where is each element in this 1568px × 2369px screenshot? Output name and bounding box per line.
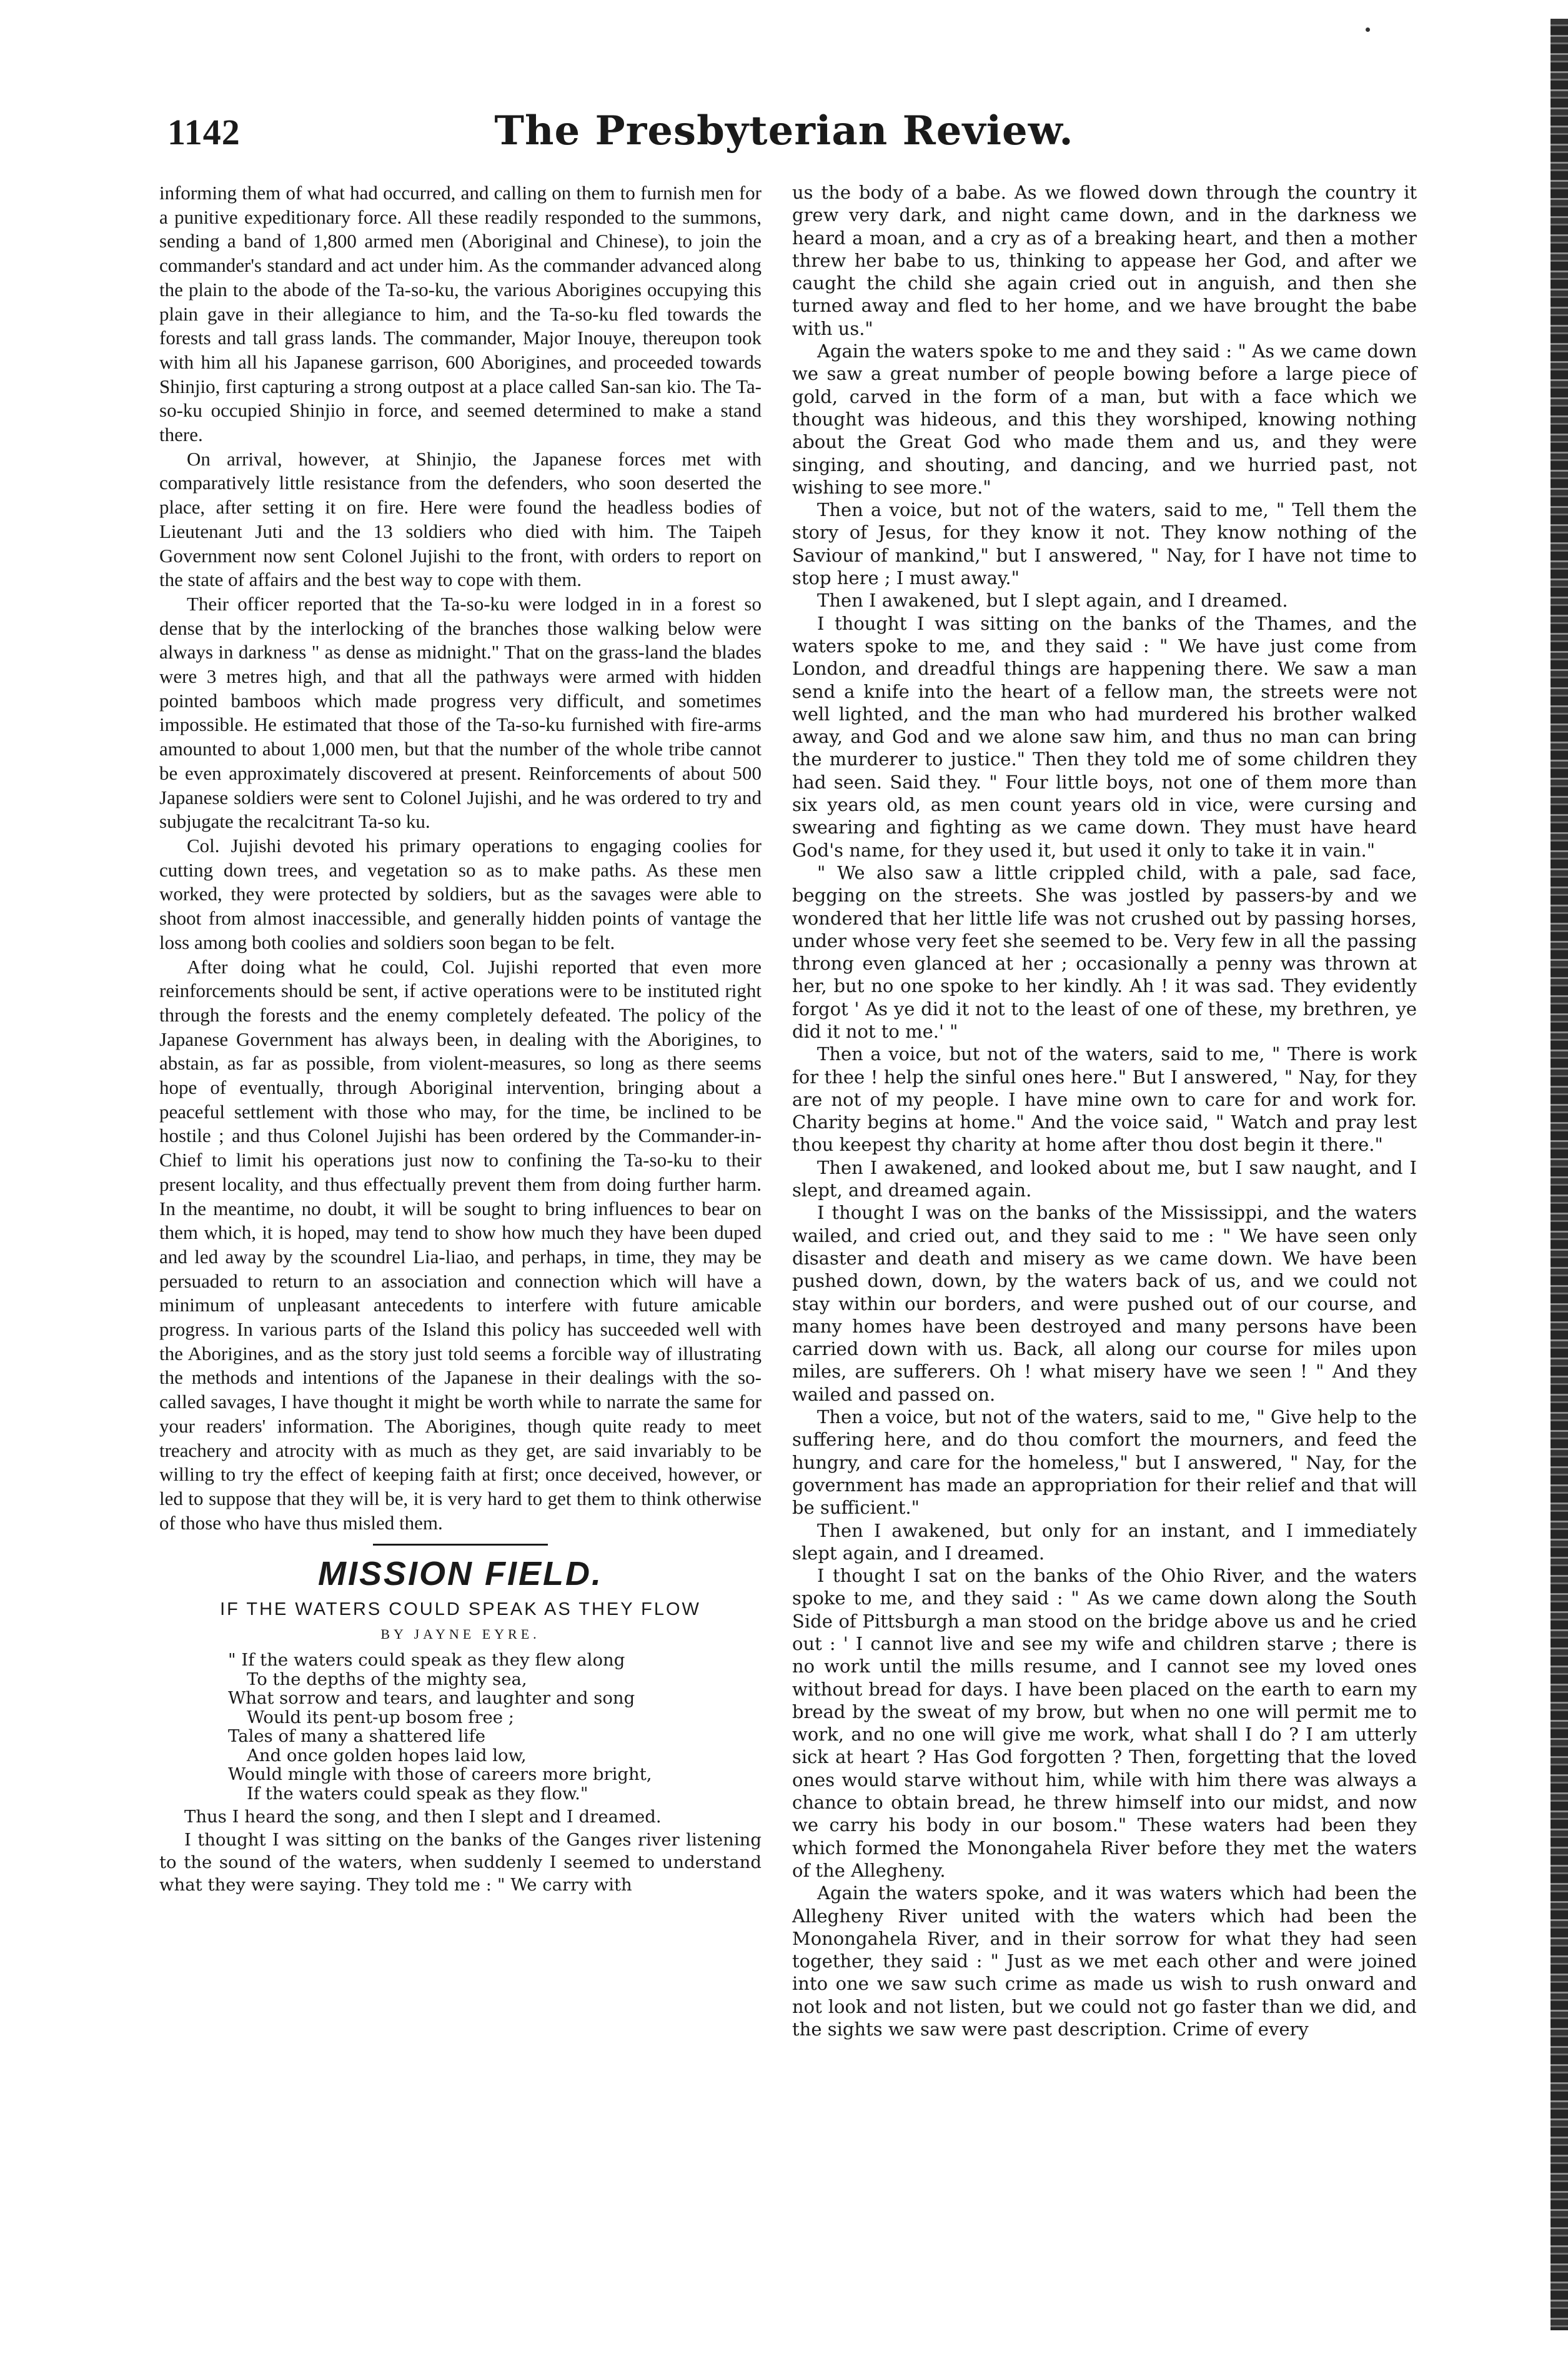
right-paragraph-12: I thought I sat on the banks of the Ohio River, and the waters spoke to me, and they said : " As we came down along the South Side of Pittsburgh a man stood on the bridge above us and he cried out : ' I cannot live and see my wife and children starve ; there is no work until the mills resume, and I cannot see my loved ones without bread for days. I have been placed on the earth to earn my bread by the sweat of my brow, but when no one will permit me to work, and no one will give me work, what shall I do ? I am utterly sick at heart ? Has God forgotten ? Then, forgetting that the loved ones would starve without him, while with him there was always a chance to obtain bread, he threw himself into our midst, and now we carry his body in our bosom." These waters had been they which formed the Monongahela River before they met the waters of the Allegheny. bbox=[792, 1565, 1417, 1881]
poem-line: Tales of many a shattered life bbox=[228, 1726, 486, 1747]
page-number: 1142 bbox=[167, 112, 241, 152]
right-paragraph-8: Then I awakened, and looked about me, but I saw naught, and I slept, and dreamed again. bbox=[792, 1156, 1417, 1201]
poem-line: To the depths of the mighty sea, bbox=[247, 1669, 527, 1689]
right-paragraph-9: I thought I was on the banks of the Mississippi, and the waters wailed, and cried out, and they said to me : " We have seen only disaster and death and misery as we came down. We have been pushed down, down, by the waters back of us, and we could not stay within our borders, and were pushed out of our course, and many homes have been destroyed and many persons have been carried down with us. Back, all along our course for miles upon miles, are sufferers. Oh ! what misery have we seen ! " And they wailed and passed on. bbox=[792, 1202, 1417, 1405]
right-paragraph-1: us the body of a babe. As we flowed down through the country it grew very dark, and night came down, and in the darkness we heard a moan, and a cry as of a breaking heart, and then a mother threw her babe to us, thinking to appease her God, and after we caught the child she again cried out in anguish, and then she turned away and fled to her home, and we have brought the babe with us." bbox=[792, 182, 1417, 339]
article-paragraph: Thus I heard the song, and then I slept and I dreamed. bbox=[184, 1807, 662, 1827]
right-paragraph-7: Then a voice, but not of the waters, said to me, " There is work for thee ! help the sinful ones here." But I answered, " Nay, for they are not of my people. I have mine own to care for and work for. Charity begins at home." And the voice said, " Watch and pray lest thou keepest thy charity at home after thou dost begin it there." bbox=[792, 1043, 1417, 1156]
right-paragraph-3: Then a voice, but not of the waters, said to me, " Tell them the story of Jesus, for they know it not. They know nothing of the Saviour of mankind," but I answered, " Nay, for I have not time to stop here ; I must away." bbox=[792, 499, 1417, 589]
left-paragraph-5: After doing what he could, Col. Jujishi reported that even more reinforcements should be sent, if active operations were to be instituted right through the forests and the enemy completely defeated. The policy of the Japanese Government has always been, in dealing with the Aborigines, to abstain, as far as possible, from violent-measures, so long as there seems hope of eventually, through Aboriginal intervention, bringing about a peaceful settlement with those who may, for the time, be inclined to be hostile ; and thus Colonel Jujishi has been ordered by the Commander-in-Chief to limit his operations just now to confining the Ta-so-ku to their present locality, and thus effectually prevent them from doing further harm. In the meantime, no doubt, it will be sought to bring influences to bear on them which, it is hoped, may tend to show how much they have been duped and led away by the scoundrel Lia-liao, and perhaps, in time, they may be persuaded to return to an association and connection which will have a minimum of unpleasant antecedents to interfere with future amicable progress. In various parts of the Island this policy has succeeded well with the Aborigines, and as the story just told seems a forcible way of illustrating the methods and intentions of the Japanese in their dealings with the so-called savages, I have thought it might be worth while to narrate the same for your readers' information. The Aborigines, though quite ready to meet treachery and atrocity with as much as they get, are said invariably to be willing to try the effect of keeping faith at first; once deceived, however, or led to suppose that they will be, it is very hard to get them to think otherwise of those who have thus misled them. bbox=[159, 955, 762, 1534]
left-column bbox=[159, 181, 762, 1897]
right-paragraph-2: Again the waters spoke to me and they said : " As we came down we saw a great number of people bowing before a large piece of gold, carved in the form of a man, but with a face which we thought was hideous, and this they worshiped, knowing nothing about the Great God who made them and us, and they were singing, and shouting, and dancing, and we hurried past, not wishing to see more." bbox=[792, 340, 1417, 498]
article-byline: BY JAYNE EYRE. bbox=[380, 1626, 540, 1642]
article-paragraph: I thought I was sitting on the banks of the Ganges river listening to the sound of the waters, when suddenly I seemed to understand what they were saying. They told me : " We carry with bbox=[159, 1829, 762, 1895]
article-title: IF THE WATERS COULD SPEAK AS THEY FLOW bbox=[220, 1599, 701, 1620]
poem-line: What sorrow and tears, and laughter and song bbox=[228, 1688, 635, 1709]
poem-line: If the waters could speak as they flow." bbox=[247, 1783, 588, 1804]
section-heading: MISSION FIELD. bbox=[317, 1555, 603, 1593]
left-paragraph-4: Col. Jujishi devoted his primary operations to engaging coolies for cutting down trees, and vegetation so as to make paths. As these men worked, they were protected by soldiers, but as the savages were able to shoot from almost inaccessible, and generally hidden points of vantage the loss among both coolies and soldiers soon began to be felt. bbox=[159, 834, 762, 953]
poem-stanza bbox=[228, 1651, 762, 1803]
right-paragraph-5: I thought I was sitting on the banks of the Thames, and the waters spoke to me, and they said : " We have just come from London, and dreadful things are happening there. We saw a man send a knife into the heart of a fellow man, the streets were not well lighted, and the man who had murdered his brother walked away, and God and we alone saw him, and thus no man can bring the murderer to justice." Then they told me of some children they had seen. Said they. " Four little boys, not one of them more than six years old, as men count years old in vice, were cursing and swearing and fighting as we came down. They must have heard God's name, for they used it, but used it only to take it in vain." bbox=[792, 612, 1417, 861]
right-paragraph-10: Then a voice, but not of the waters, said to me, " Give help to the suffering here, and do thou comfort the mourners, and feed the hungry, and care for the homeless," but I answered, " Nay, for the government has made an appropriation for their relief and that will be sufficient." bbox=[792, 1406, 1417, 1519]
print-speck bbox=[1366, 27, 1370, 32]
page-edge-shadow bbox=[1551, 19, 1568, 2330]
left-paragraph-2: On arrival, however, at Shinjio, the Japanese forces met with comparatively little resistance from the defenders, who soon deserted the place, after setting it on fire. Here were found the headless bodies of Lieutenant Juti and the 13 soldiers who died with him. The Taipeh Government now sent Colonel Jujishi to the front, with orders to report on the state of affairs and the best way to cope with them. bbox=[159, 447, 762, 591]
poem-line: And once golden hopes laid low, bbox=[247, 1745, 527, 1766]
left-paragraph-3: Their officer reported that the Ta-so-ku were lodged in in a forest so dense that by the interlocking of the branches those walking below were always in darkness " as dense as midnight." That on the grass-land the blades were 3 metres high, and that all the pathways were armed with hidden pointed bamboos which made progress very difficult, and sometimes impossible. He estimated that those of the Ta-so-ku furnished with fire-arms amounted to about 1,000 men, but that the number of the whole tribe cannot be even approximately discovered at present. Reinforcements of about 500 Japanese soldiers were sent to Colonel Jujishi, and he was ordered to try and subjugate the recalcitrant Ta-so ku. bbox=[159, 592, 762, 833]
right-column bbox=[792, 181, 1417, 2040]
right-paragraph-13: Again the waters spoke, and it was waters which had been the Allegheny River united with the waters which had been the Monongahela River, and in their sorrow for what they had seen together, they said : " Just as we met each other and were joined into one we saw such crime as made us wish to rush onward and not look and not listen, but we could not go faster than we did, and the sights we saw were past description. Crime of every bbox=[792, 1882, 1417, 2040]
section-divider bbox=[373, 1544, 548, 1546]
right-paragraph-6: " We also saw a little crippled child, with a pale, sad face, begging on the streets. She was jostled by passers-by and we wondered that her little life was not crushed out by passing horses, under whose very feet she seemed to be. Very few in all the passing throng even glanced at her ; occasionally a penny was thrown at her, but no one spoke to her kindly. Ah ! it was sad. They evidently forgot ' As ye did it not to the least of one of these, my brethren, ye did it not to me.' " bbox=[792, 862, 1417, 1042]
right-paragraph-11: Then I awakened, but only for an instant, and I immediately slept again, and I dreamed. bbox=[792, 1519, 1417, 1564]
poem-line: Would mingle with those of careers more bright, bbox=[228, 1764, 652, 1785]
poem-line: Would its pent-up bosom free ; bbox=[247, 1707, 515, 1727]
right-paragraph-4: Then I awakened, but I slept again, and I dreamed. bbox=[817, 590, 1288, 612]
journal-title: The Presbyterian Review. bbox=[494, 107, 1074, 154]
left-paragraph-1: informing them of what had occurred, and calling on them to furnish men for a punitive expeditionary force. All these readily responded to the summons, sending a band of 1,800 armed men (Aboriginal and Chinese), to join the commander's standard and act under him. As the commander advanced along the plain to the abode of the Ta-so-ku, the various Aborigines occupying this plain gave in their allegiance to him, and the Ta-so-ku fled towards the forests and tall grass lands. The commander, Major Inouye, thereupon took with him all his Japanese garrison, 600 Aborigines, and proceeded towards Shinjio, first capturing a strong outpost at a place called San-san kio. The Ta-so-ku occupied Shinjio in force, and seemed determined to make a stand there. bbox=[159, 182, 762, 446]
poem-line: " If the waters could speak as they flew along bbox=[228, 1650, 625, 1671]
